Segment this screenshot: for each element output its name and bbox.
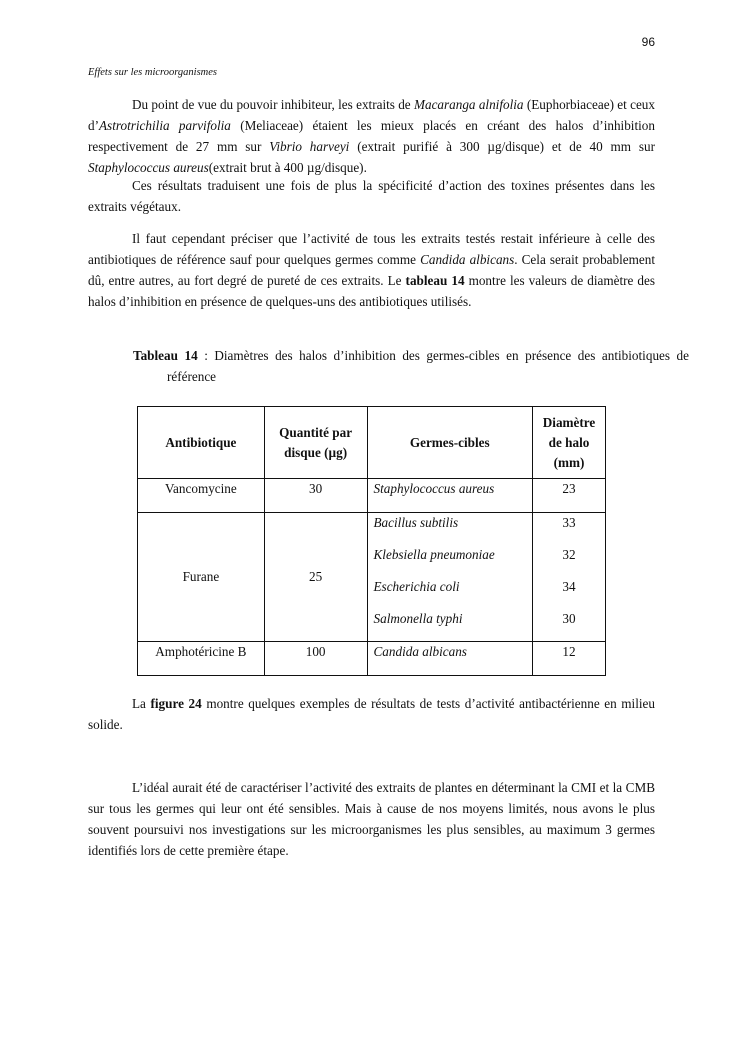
header-antibiotique: Antibiotique	[138, 407, 265, 479]
paragraph-reference-antibiotics: Il faut cependant préciser que l’activité de tous les extraits testés restait inférieure à celle des antibiotiques de référence sauf pour quelques germes comme Candida albicans. Cela serait probablement dû, entre autres, au fort degré de pureté de ces extraits. Le tableau 14 montre les valeurs de diamètre des halos d’inhibition en présence de quelques-uns des antibiotiques utilisés.	[88, 231, 656, 309]
inhibition-table	[137, 406, 606, 676]
cell-germe: Candida albicans	[367, 642, 533, 676]
page-number: 96	[641, 35, 655, 49]
table-header-row	[138, 407, 606, 479]
cell-germe: Staphylococcus aureus	[367, 479, 533, 513]
cell-antibiotique: Amphotéricine B	[138, 642, 265, 676]
table-caption: Tableau 14 : Diamètres des halos d’inhibition des germes-cibles en présence des antibiotiques de référence	[133, 348, 689, 384]
header-germes: Germes-cibles	[367, 407, 533, 479]
cell-germe: Salmonella typhi	[373, 611, 463, 626]
cell-quantite: 100	[264, 642, 367, 676]
cell-diametre: 33	[562, 515, 576, 530]
paragraph-cmi-cmb: L’idéal aurait été de caractériser l’activité des extraits de plantes en déterminant la CMI et la CMB sur tous les germes qui leur ont été sensibles. Mais à cause de nos moyens limités, nous avons le plus souvent poursuivi nos investigations sur les microorganismes les plus sensibles, au maximum 3 germes identifiés lors de cette première étape.	[88, 780, 655, 858]
cell-diametres-list	[533, 513, 606, 642]
cell-germe: Klebsiella pneumoniae	[373, 547, 495, 562]
cell-antibiotique: Vancomycine	[138, 479, 265, 513]
header-diametre: Diamètre de halo (mm)	[533, 407, 606, 479]
cell-germe: Escherichia coli	[373, 579, 460, 594]
cell-diametre: 30	[562, 611, 576, 626]
header-quantite: Quantité par disque (µg)	[264, 407, 367, 479]
cell-diametre: 34	[562, 579, 576, 594]
cell-diametre: 23	[533, 479, 606, 513]
table-row	[138, 513, 606, 642]
cell-quantite: 25	[264, 513, 367, 642]
paragraph-figure-reference: La figure 24 montre quelques exemples de résultats de tests d’activité antibactérienne en milieu solide.	[88, 696, 655, 732]
table-row	[138, 642, 606, 676]
running-header: Effets sur les microorganismes	[88, 67, 218, 78]
paragraph-inhibitory-power: Du point de vue du pouvoir inhibiteur, les extraits de Macaranga alnifolia (Euphorbiaceae) et ceux d’Astrotrichilia parvifolia (Meliaceae) étaient les mieux placés en créant des halos d’inhibition respectivement de 27 mm sur Vibrio harveyi (extrait purifié à 300 µg/disque) et de 40 mm sur Staphylococcus aureus(extrait brut à 400 µg/disque).	[88, 97, 655, 175]
paragraph-specificity: Ces résultats traduisent une fois de plus la spécificité d’action des toxines présentes dans les extraits végétaux.	[88, 178, 655, 214]
cell-antibiotique: Furane	[138, 513, 265, 642]
cell-germe: Bacillus subtilis	[373, 515, 459, 530]
cell-germes-list	[367, 513, 533, 642]
table-row	[138, 479, 606, 513]
cell-diametre: 32	[562, 547, 576, 562]
cell-diametre: 12	[533, 642, 606, 676]
cell-quantite: 30	[264, 479, 367, 513]
